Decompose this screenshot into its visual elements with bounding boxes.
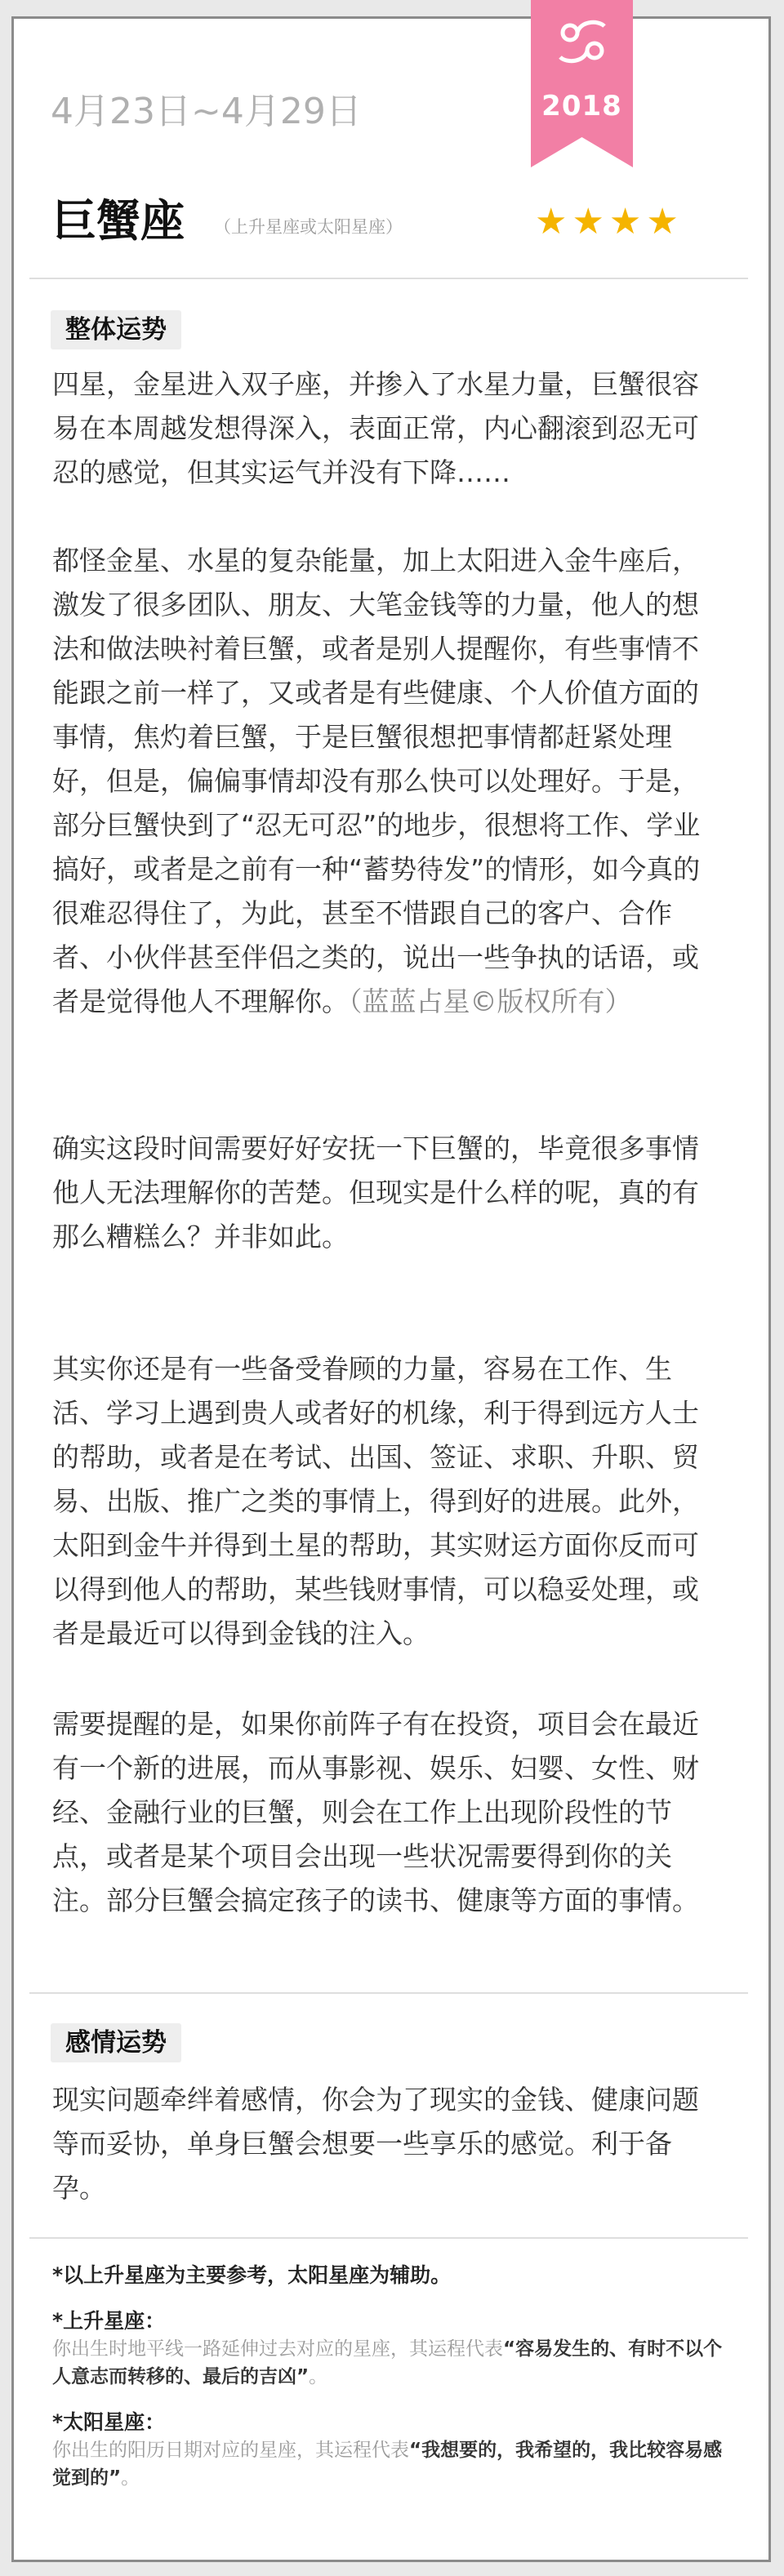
note-ascendant-title: *上升星座： xyxy=(52,2309,166,2333)
year-label: 2018 xyxy=(541,90,622,122)
date-range: 4月23日~4月29日 xyxy=(51,91,362,132)
note-sun-quote: “我想要的，我希望的，我比较容易感觉到的” xyxy=(52,2440,723,2489)
divider xyxy=(29,278,748,279)
overall-paragraph-1: 四星，金星进入双子座，并掺入了水星力量，巨蟹很容易在本周越发想得深入，表面正常，内心翻滚到忍无可忍的感觉，但其实运气并没有下降…… xyxy=(52,368,699,488)
note-ascendant-quote: “容易发生的、有时不以个人意志而转移的、最后的吉凶” xyxy=(52,2338,723,2387)
year-ribbon xyxy=(531,0,633,167)
note-main: *以上升星座为主要参考，太阳星座为辅助。 xyxy=(52,2263,452,2287)
sign-title: 巨蟹座 xyxy=(52,195,185,247)
love-paragraph: 现实问题牵绊着感情，你会为了现实的金钱、健康问题等而妥协，单身巨蟹会想要一些享乐的感觉。利于备孕。 xyxy=(52,2084,699,2204)
overall-paragraph-4: 其实你还是有一些备受眷顾的力量，容易在工作、生活、学习上遇到贵人或者好的机缘，利于得到远方人士的帮助，或者是在考试、出国、签证、求职、升职、贸易、出版、推广之类的事情上，得到好的进展。此外，太阳到金牛并得到土星的帮助，其实财运方面你反而可以得到他人的帮助，某些钱财事情，可以稳妥处理，或者是最近可以得到金钱的注入。 xyxy=(52,1353,699,1649)
overall-paragraph-2 xyxy=(52,539,722,1024)
note-ascendant-body xyxy=(52,2335,730,2391)
note-sun-end: 。 xyxy=(121,2467,140,2489)
note-sun-body xyxy=(52,2436,730,2492)
divider xyxy=(29,2237,748,2239)
section-tag-love: 感情运势 xyxy=(51,2023,181,2062)
note-sun-text: 你出生的阳历日期对应的星座，其运程代表 xyxy=(52,2440,409,2461)
notes-block xyxy=(52,2262,730,2492)
cancer-sign-icon xyxy=(555,15,609,69)
divider xyxy=(29,1992,748,1994)
overall-paragraph-2-text: 都怪金星、水星的复杂能量，加上太阳进入金牛座后，激发了很多团队、朋友、大笔金钱等的力量，他人的想法和做法映衬着巨蟹，或者是别人提醒你，有些事情不能跟之前一样了，又或者是有些健康、个人价值方面的事情，焦灼着巨蟹，于是巨蟹很想把事情都赶紧处理好，但是，偏偏事情却没有那么快可以处理好。于是，部分巨蟹快到了“忍无可忍”的地步，很想将工作、学业搞好，或者是之前有一种“蓄势待发”的情形，如今真的很难忍得住了，为此，甚至不惜跟自己的客户、合作者、小伙伴甚至伴侣之类的，说出一些争执的话语，或者是觉得他人不理解你。 xyxy=(52,545,701,1017)
copyright-note: （蓝蓝占星©版权所有） xyxy=(349,985,632,1017)
sign-note: （上升星座或太阳星座） xyxy=(214,217,403,237)
overall-paragraph-3: 确实这段时间需要好好安抚一下巨蟹的，毕竟很多事情他人无法理解你的苦楚。但现实是什么样的呢，真的有那么糟糕么？并非如此。 xyxy=(52,1132,699,1252)
note-sun-title: *太阳星座： xyxy=(52,2410,166,2434)
section-tag-overall: 整体运势 xyxy=(51,310,181,349)
note-ascendant-text: 你出生时地平线一路延伸过去对应的星座，其运程代表 xyxy=(52,2338,503,2360)
note-ascendant-end: 。 xyxy=(309,2366,328,2387)
overall-paragraph-5: 需要提醒的是，如果你前阵子有在投资，项目会在最近有一个新的进展，而从事影视、娱乐、妇婴、女性、财经、金融行业的巨蟹，则会在工作上出现阶段性的节点，或者是某个项目会出现一些状况需要得到你的关注。部分巨蟹会搞定孩子的读书、健康等方面的事情。 xyxy=(52,1708,699,1916)
rating-stars: ★★★★ xyxy=(535,201,684,242)
